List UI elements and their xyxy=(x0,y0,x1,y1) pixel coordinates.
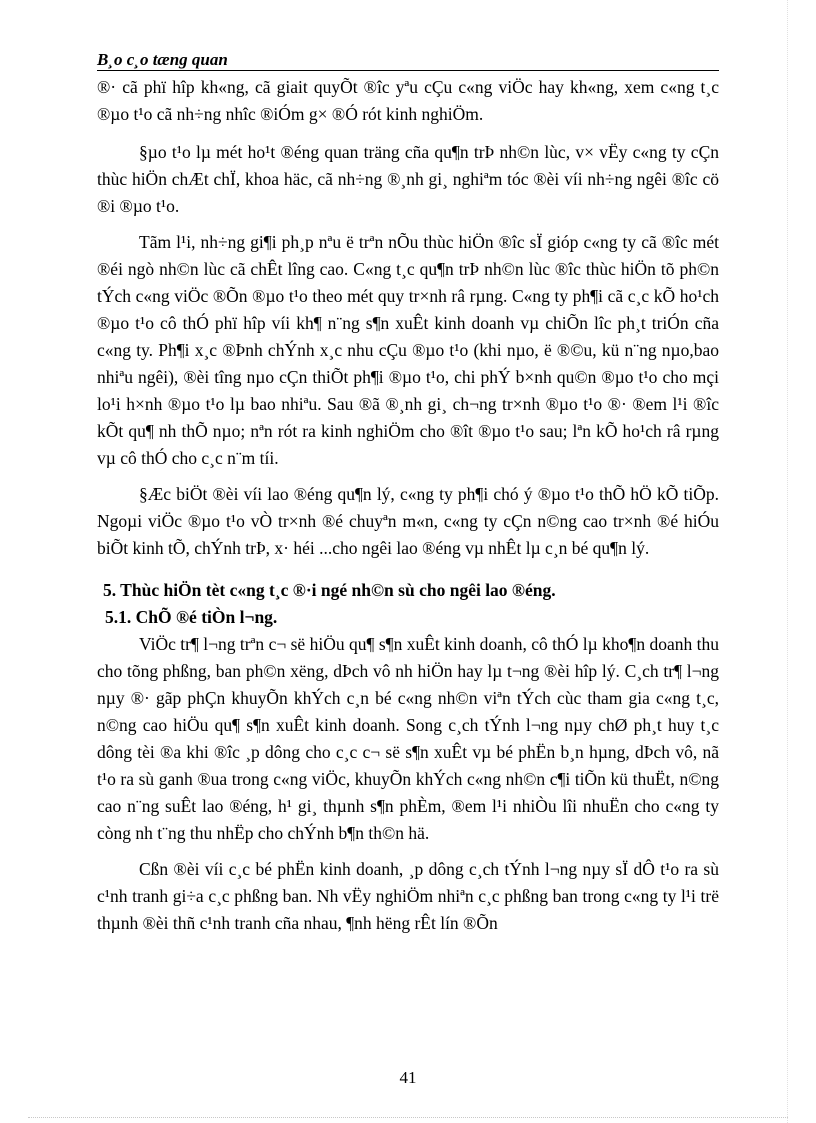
paragraph-continuation: ®· cã phï hîp kh«ng, cã giait quyÕt ®îc yªu cÇu c«ng viÖc hay kh«ng, xem c«ng t¸c ®µo t¹o cã nh÷ng nhîc ®iÓm g× ®Ó rót kinh nghiÖm. xyxy=(97,77,719,124)
header-rule xyxy=(97,70,719,71)
paragraph-business-units: Cßn ®èi víi c¸c bé phËn kinh doanh, ¸p dông c¸ch tÝnh l¬ng nµy sÏ dÔ t¹o ra sù c¹nh tranh gi÷a c¸c phßng ban. Nh vËy nghiÖm nhiªn c¸c phßng ban trong c«ng ty l¹i trë thµnh ®èi thñ c¹nh tranh cña nhau, ¶nh hëng rÊt lín ®Õn xyxy=(97,859,719,933)
page-bottom-border xyxy=(28,1117,788,1118)
paragraph-summary: Tãm l¹i, nh÷ng gi¶i ph¸p nªu ë trªn nÕu thùc hiÖn ®îc sÏ gióp c«ng ty cã ®îc mét ®éi ngò nh©n lùc cã chÊt lîng cao. C«ng t¸c qu¶n trÞ nh©n lùc ®îc thùc hiÖn tõ ph©n tÝch c«ng viÖc ®Õn ®µo t¹o theo mét quy tr×nh râ rµng. C«ng ty ph¶i cã c¸c kÕ ho¹ch ®µo t¹o cô thÓ phï hîp víi kh¶ n¨ng s¶n xuÊt kinh doanh vµ chiÕn lîc ph¸t triÓn cña c«ng ty. Ph¶i x¸c ®Þnh chÝnh x¸c nhu cÇu ®µo t¹o (khi nµo, ë ®©u, kü n¨ng nµo,bao nhiªu ngêi), ®èi tîng nµo cÇn thiÕt ph¶i ®µo t¹o, chi phÝ b×nh qu©n ®µo t¹o cho mçi lo¹i h×nh ®µo t¹o lµ bao nhiªu. Sau ®ã ®¸nh gi¸ ch¬ng tr×nh ®µo t¹o ®· ®em l¹i ®îc kÕt qu¶ nh thÕ nµo; nªn rót ra kinh nghiÖm cho ®ît ®µo t¹o sau; lªn kÕ ho¹ch râ rµng vµ cô thÓ cho c¸c n¨m tíi. xyxy=(97,232,719,468)
body-text xyxy=(97,74,719,946)
paragraph-training-importance: §µo t¹o lµ mét ho¹t ®éng quan träng cña qu¶n trÞ nh©n lùc, v× vËy c«ng ty cÇn thùc hiÖn chÆt chÏ, khoa häc, cã nh÷ng ®¸nh gi¸ nghiªm tóc ®èi víi nh÷ng ngêi ®îc cö ®i ®µo t¹o. xyxy=(97,142,719,216)
running-header: B¸o c¸o tæng quan xyxy=(97,50,228,69)
paragraph-salary-policy: ViÖc tr¶ l¬ng trªn c¬ së hiÖu qu¶ s¶n xuÊt kinh doanh, cô thÓ lµ kho¶n doanh thu cho tõng phßng, ban ph©n xëng, dÞch vô nh hiÖn hay lµ t¬ng ®èi hîp lý. C¸ch tr¶ l¬ng nµy ®· gãp phÇn khuyÕn khÝch c¸n bé c«ng nh©n viªn tÝch cùc tham gia c«ng t¸c, n©ng cao hiÖu qu¶ s¶n xuÊt kinh doanh. Song c¸ch tÝnh l¬ng nµy chØ ph¸t huy t¸c dông tèi ®a khi ®îc ¸p dông cho c¸c c¬ së s¶n xuÊt vµ bé phËn b¸n hµng, dÞch vô, nã t¹o ra sù ganh ®ua trong c«ng viÖc, khuyÕn khÝch c«ng nh©n c¶i tiÕn kü thuËt, n©ng cao n¨ng suÊt lao ®éng, h¹ gi¸ thµnh s¶n phÈm, ®em l¹i nhiÒu lîi nhuËn cho c«ng ty còng nh t¨ng thu nhËp cho chÝnh b¶n th©n hä. xyxy=(97,634,719,843)
subsection-heading: 5.1. ChÕ ®é tiÒn l¬ng. xyxy=(105,607,278,627)
page-right-border xyxy=(787,0,788,1123)
page-number: 41 xyxy=(399,1068,417,1087)
section-heading: 5. Thùc hiÖn tèt c«ng t¸c ®·i ngé nh©n sù cho ngêi lao ®éng. xyxy=(103,580,556,600)
paragraph-management-training: §Æc biÖt ®èi víi lao ®éng qu¶n lý, c«ng ty ph¶i chó ý ®µo t¹o thÕ hÖ kÕ tiÕp. Ngoµi viÖc ®µo t¹o vÒ tr×nh ®é chuyªn m«n, c«ng ty cÇn n©ng cao tr×nh ®é hiÓu biÕt kinh tÕ, chÝnh trÞ, x· héi ...cho ngêi lao ®éng vµ nhÊt lµ c¸n bé qu¶n lý. xyxy=(97,484,719,558)
